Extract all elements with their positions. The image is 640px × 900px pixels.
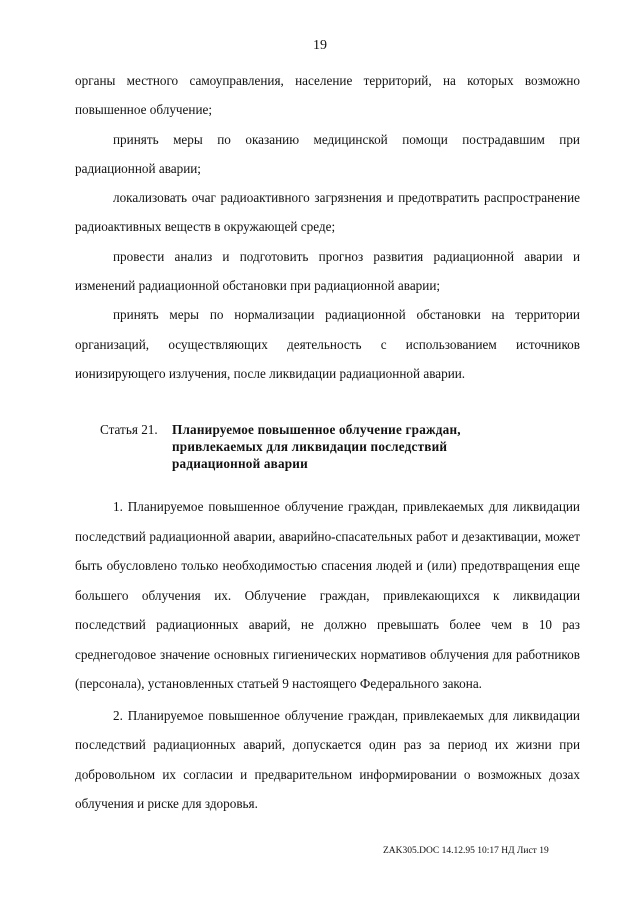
- article-body: [75, 492, 580, 819]
- list-item-medical-aid: принять меры по оказанию медицинской помощи пострадавшим при радиационной аварии;: [75, 131, 580, 176]
- list-item-localize-contamination: локализовать очаг радиоактивного загрязнения и предотвратить распространение радиоактивных веществ в окружающей среде;: [75, 190, 580, 235]
- top-text-block: [75, 66, 580, 388]
- page-number: 19: [313, 38, 327, 53]
- article-label: Статья 21.: [100, 422, 158, 437]
- paragraph-continuation: органы местного самоуправления, население территорий, на которых возможно повышенное облучение;: [75, 73, 580, 118]
- article-paragraph-1: 1. Планируемое повышенное облучение граждан, привлекаемых для ликвидации последствий радиационной аварии, аварийно-спасательных работ и дезактивации, может быть обусловлено только необходимостью спасения людей и (или) предотвращения еще большего облучения их. Облучение граждан, привлекающихся к ликвидации последствий радиационных аварий, не должно превышать более чем в 10 раз среднегодовое значение основных гигиенических нормативов облучения для работников (персонала), установленных статьей 9 настоящего Федерального закона.: [75, 499, 580, 691]
- article-title: Планируемое повышенное облучение граждан, привлекаемых для ликвидации последствий радиационной аварии: [172, 422, 461, 471]
- document-footer: ZAK305.DOC 14.12.95 10:17 НД Лист 19: [383, 846, 549, 856]
- article-paragraph-2: 2. Планируемое повышенное облучение граждан, привлекаемых для ликвидации последствий радиационных аварий, допускается один раз за период их жизни при добровольном их согласии и предварительном информировании о возможных дозах облучения и риске для здоровья.: [75, 707, 580, 811]
- article-heading: [75, 421, 580, 472]
- list-item-analysis-forecast: провести анализ и подготовить прогноз развития радиационной аварии и изменений радиационной обстановки при радиационной аварии;: [75, 248, 580, 294]
- list-item-normalization: принять меры по нормализации радиационной обстановки на территории организаций, осуществляющих деятельность с использованием источников ионизирующего излучения, после ликвидации радиационной аварии.: [75, 307, 580, 381]
